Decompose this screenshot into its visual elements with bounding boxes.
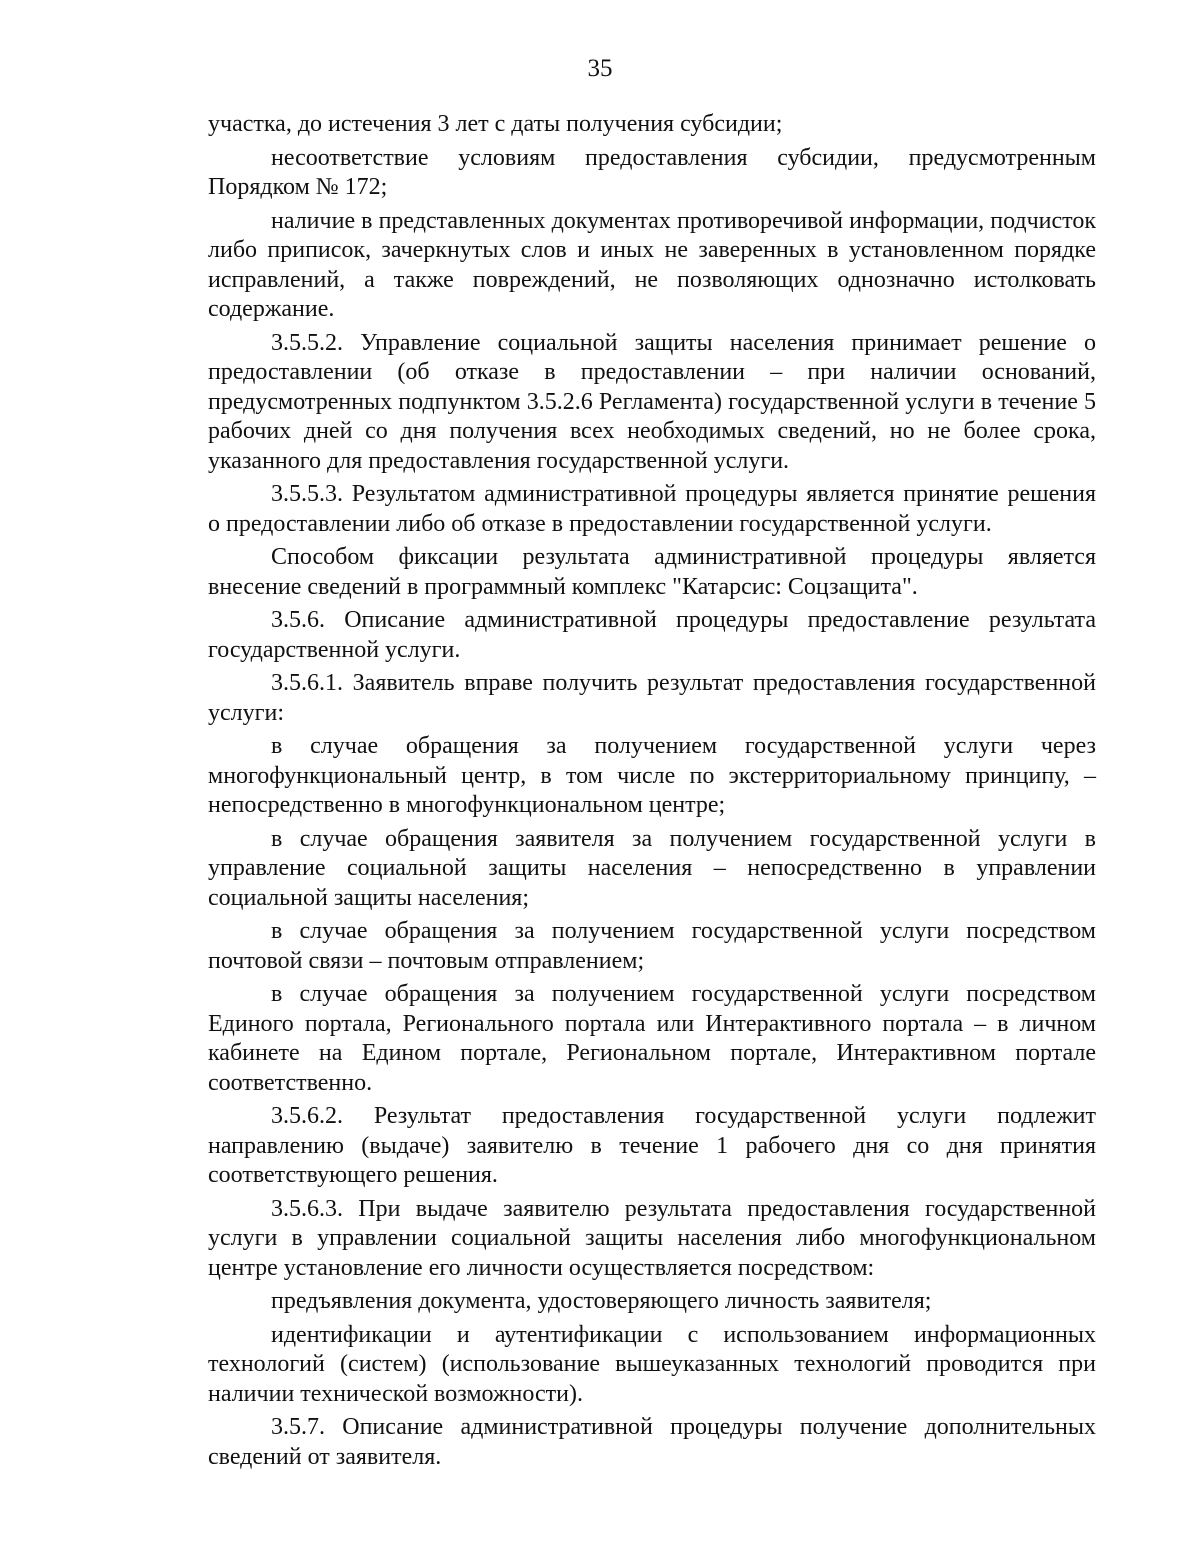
paragraph: 3.5.5.3. Результатом административной процедуры является принятие решения о предоставлении либо об отказе в предоставлении государственной услуги. xyxy=(208,481,1096,537)
paragraph: 3.5.6.2. Результат предоставления государственной услуги подлежит направлению (выдаче) заявителю в течение 1 рабочего дня со дня принятия соответствующего решения. xyxy=(208,1103,1096,1188)
document-body xyxy=(208,110,1096,1476)
paragraph: предъявления документа, удостоверяющего личность заявителя; xyxy=(271,1288,932,1314)
paragraph: идентификации и аутентификации с использованием информационных технологий (систем) (использование вышеуказанных технологий проводится при наличии технической возможности). xyxy=(208,1321,1096,1407)
paragraph: 3.5.6.1. Заявитель вправе получить результат предоставления государственной услуги: xyxy=(208,670,1096,726)
paragraph: в случае обращения за получением государственной услуги посредством почтовой связи – почтовым отправлением; xyxy=(208,918,1096,974)
paragraph: в случае обращения за получением государственной услуги через многофункциональный центр, в том числе по экстерриториальному принципу, – непосредственно в многофункциональном центре; xyxy=(208,733,1096,818)
paragraph: наличие в представленных документах противоречивой информации, подчисток либо приписок, зачеркнутых слов и иных не заверенных в установленном порядке исправлений, а также повреждений, не позволяющих однозначно истолковать содержание. xyxy=(208,207,1096,322)
paragraph: 3.5.5.2. Управление социальной защиты населения принимает решение о предоставлении (об отказе в предоставлении – при наличии оснований, предусмотренных подпунктом 3.5.2.6 Регламента) государственной услуги в течение 5 рабочих дней со дня получения всех необходимых сведений, но не более срока, указанного для предоставления государственной услуги. xyxy=(208,329,1096,474)
paragraph: 3.5.6. Описание административной процедуры предоставление результата государственной услуги. xyxy=(208,607,1096,663)
page-number: 35 xyxy=(587,55,613,82)
paragraph: несоответствие условиям предоставления субсидии, предусмотренным Порядком № 172; xyxy=(208,144,1096,200)
paragraph: 3.5.7. Описание административной процедуры получение дополнительных сведений от заявителя. xyxy=(208,1414,1096,1470)
paragraph-continuation: участка, до истечения 3 лет с даты получения субсидии; xyxy=(208,111,783,137)
paragraph: 3.5.6.3. При выдаче заявителю результата предоставления государственной услуги в управлении социальной защиты населения либо многофункциональном центре установление его личности осуществляется посредством: xyxy=(208,1195,1096,1281)
paragraph: в случае обращения за получением государственной услуги посредством Единого портала, Регионального портала или Интерактивного портала – в личном кабинете на Едином портале, Региональном портале, Интерактивном портале соответственно. xyxy=(208,981,1096,1096)
paragraph: Способом фиксации результата административной процедуры является внесение сведений в программный комплекс "Катарсис: Соцзащита". xyxy=(208,544,1096,600)
paragraph: в случае обращения заявителя за получением государственной услуги в управление социальной защиты населения – непосредственно в управлении социальной защиты населения; xyxy=(208,825,1096,911)
